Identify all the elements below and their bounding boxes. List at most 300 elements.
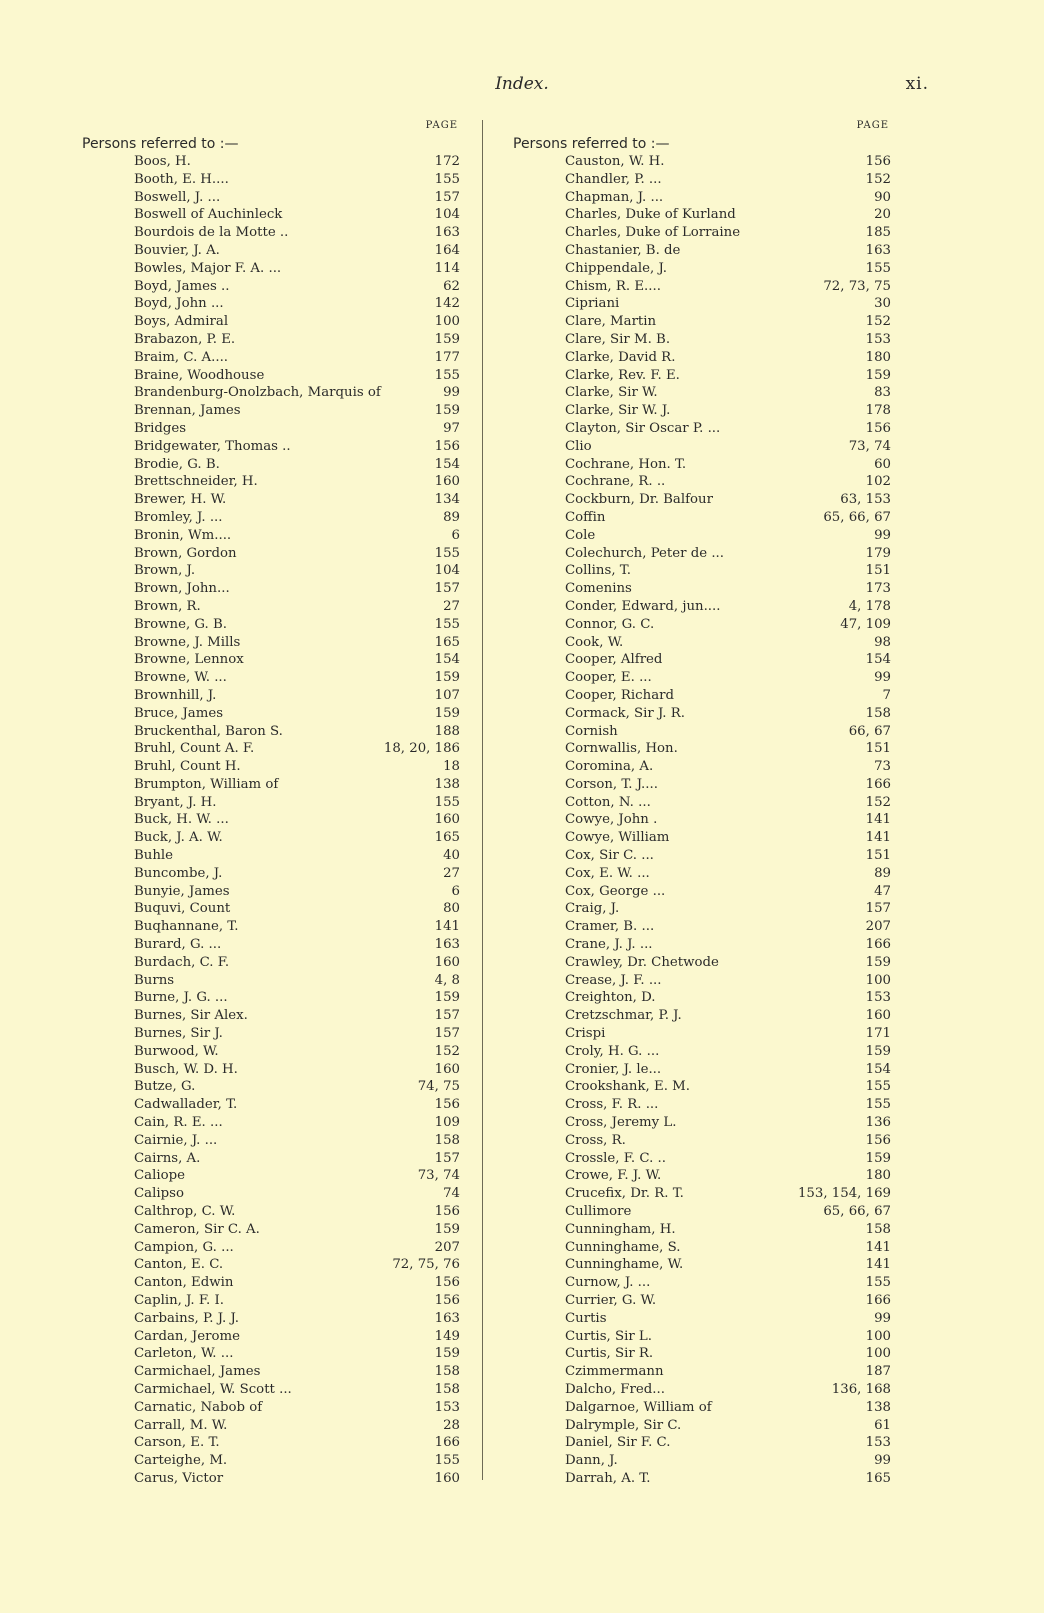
entry-name: Cooper, Alfred [565,652,663,668]
index-entry [513,1221,893,1239]
index-entry [513,1381,893,1399]
entry-name: Boyd, John ... [134,296,224,312]
entry-pages: 153, 154, 169 [797,1186,891,1202]
entry-name: Burne, J. G. ... [134,990,228,1006]
entry-pages: 100 [865,1346,891,1362]
entry-pages: 156 [434,438,460,454]
index-entry [82,367,462,385]
index-entry [82,598,462,616]
entry-name: Buck, J. A. W. [134,830,223,846]
entry-name: Burard, G. ... [134,937,222,953]
entry-name: Clare, Martin [565,314,657,330]
entry-name: Braim, C. A.... [134,349,229,365]
entry-name: Brumpton, William of [134,776,279,792]
entry-name: Dalcho, Fred... [565,1381,665,1397]
index-entry [82,1256,462,1274]
entry-pages: 160 [865,1008,891,1024]
entry-pages: 65, 66, 67 [823,1204,891,1220]
index-entry [82,1185,462,1203]
index-entry [82,687,462,705]
index-entry [513,883,893,901]
entry-pages: 160 [434,1061,460,1077]
entry-pages: 109 [434,1115,460,1131]
index-entry [82,1328,462,1346]
index-entry [513,936,893,954]
entry-name: Cadwallader, T. [134,1097,238,1113]
index-entry [513,189,893,207]
entry-name: Cox, E. W. ... [565,865,650,881]
index-entry [82,491,462,509]
index-entry [513,1061,893,1079]
entry-pages: 159 [434,705,460,721]
entry-name: Cowye, William [565,830,670,846]
entry-pages: 60 [874,456,891,472]
index-entry [82,260,462,278]
entry-pages: 160 [434,954,460,970]
entry-pages: 104 [434,563,460,579]
entry-name: Booth, E. H.... [134,171,229,187]
index-entry [513,1452,893,1470]
entry-name: Butze, G. [134,1079,196,1095]
entry-list [82,153,462,1488]
index-entry [82,634,462,652]
entry-name: Craig, J. [565,901,620,917]
index-entry [513,918,893,936]
index-entry [82,456,462,474]
entry-pages: 65, 66, 67 [823,509,891,525]
index-entry [513,473,893,491]
index-entry [82,1221,462,1239]
entry-name: Cunningham, H. [565,1221,676,1237]
index-entry [513,1399,893,1417]
entry-pages: 155 [434,171,460,187]
entry-name: Burns [134,972,175,988]
entry-pages: 7 [882,687,891,703]
index-entry [82,705,462,723]
entry-pages: 155 [865,1079,891,1095]
entry-pages: 114 [434,260,460,276]
entry-pages: 4, 8 [434,972,460,988]
index-entry [82,206,462,224]
entry-name: Cairns, A. [134,1150,201,1166]
entry-name: Cunninghame, S. [565,1239,681,1255]
entry-name: Campion, G. ... [134,1239,234,1255]
entry-name: Currier, G. W. [565,1293,657,1308]
entry-pages: 164 [434,242,460,258]
index-entry [513,1096,893,1114]
entry-name: Cronier, J. le... [565,1061,662,1077]
entry-name: Cameron, Sir C. A. [134,1221,260,1237]
index-entry [82,900,462,918]
entry-pages: 155 [434,616,460,632]
index-entry [82,1043,462,1061]
entry-pages: 104 [434,207,460,223]
page-column-label: PAGE [856,120,889,131]
index-entry [513,562,893,580]
entry-pages: 166 [434,1435,460,1451]
index-entry [513,776,893,794]
entry-name: Cormack, Sir J. R. [565,705,685,721]
entry-name: Cox, Sir C. ... [565,848,654,864]
entry-name: Cole [565,527,596,543]
entry-pages: 102 [865,474,891,490]
entry-pages: 160 [434,812,460,828]
index-entry [82,1345,462,1363]
entry-name: Cross, R. [565,1132,626,1148]
entry-pages: 180 [865,1168,891,1184]
index-entry [513,1025,893,1043]
entry-pages: 27 [443,865,460,881]
entry-pages: 159 [865,1150,891,1166]
index-entry [82,509,462,527]
entry-name: Corson, T. J.... [565,776,658,792]
index-entry [82,1417,462,1435]
index-entry [513,723,893,741]
entry-pages: 72, 75, 76 [392,1257,460,1273]
entry-name: Buqhannane, T. [134,919,239,935]
running-title: Index. [495,74,549,94]
entry-pages: 159 [434,1346,460,1362]
entry-name: Chism, R. E.... [565,278,661,294]
entry-name: Canton, Edwin [134,1275,234,1291]
index-entry [82,1007,462,1025]
entry-name: Bromley, J. ... [134,509,223,525]
entry-name: Carus, Victor [134,1470,224,1486]
entry-name: Dann, J. [565,1453,618,1469]
index-entry [82,616,462,634]
entry-name: Cretzschmar, P. J. [565,1008,682,1024]
entry-pages: 20 [874,207,891,223]
entry-name: Buquvi, Count [134,901,231,917]
index-entry [513,865,893,883]
entry-name: Bruce, James [134,705,224,721]
entry-pages: 159 [434,403,460,419]
entry-name: Boyd, James .. [134,278,230,294]
index-entry [513,1150,893,1168]
entry-name: Brodie, G. B. [134,456,220,472]
index-entry [82,278,462,296]
entry-name: Browne, G. B. [134,616,228,632]
index-entry [82,1150,462,1168]
index-entry [513,260,893,278]
entry-pages: 180 [865,349,891,365]
page-column-label: PAGE [425,120,458,131]
entry-pages: 61 [874,1417,891,1433]
entry-name: Carbains, P. J. J. [134,1310,239,1326]
page-header [0,70,1044,100]
index-entry [513,1434,893,1452]
index-entry [513,456,893,474]
index-entry [513,224,893,242]
entry-pages: 159 [865,954,891,970]
entry-pages: 165 [434,634,460,650]
index-entry [82,883,462,901]
index-entry [82,669,462,687]
entry-name: Coromina, A. [565,759,654,775]
entry-pages: 27 [443,598,460,614]
entry-name: Cooper, Richard [565,687,674,703]
index-entry [82,580,462,598]
entry-name: Coffin [565,509,606,525]
entry-pages: 151 [865,741,891,757]
index-entry [82,1114,462,1132]
index-entry [513,1043,893,1061]
index-entry [82,1061,462,1079]
entry-name: Boswell of Auchinleck [134,207,283,223]
index-entry [513,1470,893,1488]
entry-pages: 165 [434,830,460,846]
entry-pages: 89 [443,509,460,525]
index-entry [82,1452,462,1470]
index-entry [82,331,462,349]
index-entry [82,527,462,545]
entry-name: Brennan, James [134,403,241,419]
index-entry [513,1132,893,1150]
index-entry [513,402,893,420]
entry-name: Bridgewater, Thomas .. [134,438,291,454]
entry-name: Clare, Sir M. B. [565,331,671,347]
entry-name: Cornwallis, Hon. [565,741,678,757]
entry-name: Calipso [134,1186,184,1202]
index-entry [82,562,462,580]
entry-pages: 62 [443,278,460,294]
entry-pages: 134 [434,492,460,508]
entry-pages: 159 [865,1043,891,1059]
index-entry [513,989,893,1007]
entry-name: Buhle [134,848,174,864]
index-entry [82,1025,462,1043]
entry-pages: 18, 20, 186 [383,741,460,757]
entry-name: Carmichael, W. Scott ... [134,1381,292,1397]
entry-pages: 72, 73, 75 [823,278,891,294]
entry-name: Daniel, Sir F. C. [565,1435,671,1451]
entry-pages: 156 [434,1275,460,1291]
index-entry [513,1203,893,1221]
entry-list [513,153,893,1488]
index-entry [82,811,462,829]
index-entry [82,723,462,741]
index-entry [82,438,462,456]
entry-pages: 154 [434,652,460,668]
index-entry [513,829,893,847]
entry-pages: 40 [443,848,460,864]
index-entry [82,1399,462,1417]
index-entry [513,1417,893,1435]
entry-pages: 158 [434,1381,460,1397]
entry-pages: 4, 178 [848,598,891,614]
entry-pages: 165 [865,1470,891,1486]
entry-pages: 158 [434,1132,460,1148]
index-entry [513,705,893,723]
entry-pages: 99 [874,1453,891,1469]
index-entry [82,189,462,207]
entry-name: Cunninghame, W. [565,1257,684,1273]
entry-name: Burdach, C. F. [134,954,230,970]
entry-pages: 136, 168 [831,1381,891,1397]
entry-pages: 152 [865,794,891,810]
entry-name: Bronin, Wm.... [134,527,232,543]
entry-pages: 159 [434,1221,460,1237]
entry-name: Carteighe, M. [134,1453,228,1469]
index-entry [82,651,462,669]
entry-name: Crookshank, E. M. [565,1079,690,1095]
entry-pages: 157 [434,1026,460,1042]
entry-pages: 156 [865,1132,891,1148]
entry-pages: 159 [434,990,460,1006]
index-entry [513,509,893,527]
entry-name: Cochrane, Hon. T. [565,456,687,472]
index-entry [82,1203,462,1221]
entry-pages: 185 [865,225,891,241]
index-entry [513,794,893,812]
index-entry [82,1292,462,1310]
entry-pages: 63, 153 [840,492,891,508]
entry-name: Cross, Jeremy L. [565,1115,677,1131]
entry-name: Dalgarnoe, William of [565,1399,712,1415]
entry-name: Brownhill, J. [134,687,217,703]
index-entry [82,1132,462,1150]
entry-name: Burnes, Sir Alex. [134,1008,248,1024]
entry-name: Boys, Admiral [134,314,229,330]
entry-pages: 153 [865,1435,891,1451]
entry-pages: 155 [434,1453,460,1469]
entry-name: Curtis, Sir R. [565,1346,654,1362]
index-entry [513,1007,893,1025]
index-entry [513,740,893,758]
entry-name: Bruhl, Count H. [134,759,241,775]
entry-name: Bunyie, James [134,883,230,899]
entry-name: Comenins [565,581,632,597]
entry-name: Clarke, David R. [565,349,676,365]
entry-name: Croly, H. G. ... [565,1043,660,1059]
index-entry [513,527,893,545]
index-entry [513,491,893,509]
index-entry [82,1078,462,1096]
index-entry [82,1167,462,1185]
entry-pages: 166 [865,937,891,953]
entry-name: Cotton, N. ... [565,794,651,810]
index-entry [82,1381,462,1399]
index-entry [513,295,893,313]
entry-pages: 100 [434,314,460,330]
entry-pages: 173 [865,581,891,597]
entry-name: Calthrop, C. W. [134,1204,236,1220]
entry-name: Causton, W. H. [565,154,665,169]
entry-name: Browne, W. ... [134,670,227,686]
index-entry [82,989,462,1007]
index-entry [82,829,462,847]
index-entry [513,545,893,563]
index-entry [82,1239,462,1257]
entry-name: Dalrymple, Sir C. [565,1417,682,1433]
entry-name: Burnes, Sir J. [134,1026,223,1042]
entry-name: Crossle, F. C. .. [565,1150,666,1166]
entry-name: Collins, T. [565,563,631,579]
entry-pages: 172 [434,154,460,169]
index-entry [513,954,893,972]
entry-name: Crispi [565,1026,606,1042]
entry-pages: 207 [865,919,891,935]
entry-pages: 166 [865,776,891,792]
entry-pages: 171 [865,1026,891,1042]
entry-pages: 74 [443,1186,460,1202]
entry-pages: 207 [434,1239,460,1255]
entry-pages: 159 [865,367,891,383]
entry-name: Cain, R. E. ... [134,1115,223,1131]
entry-pages: 160 [434,1470,460,1486]
entry-name: Charles, Duke of Kurland [565,207,736,223]
index-entry [513,687,893,705]
entry-name: Browne, J. Mills [134,634,241,650]
index-entry [82,402,462,420]
entry-pages: 97 [443,420,460,436]
entry-name: Cullimore [565,1204,632,1220]
index-entry [513,367,893,385]
index-entry [513,331,893,349]
entry-name: Brown, John... [134,581,230,597]
entry-name: Clarke, Rev. F. E. [565,367,680,383]
index-entry [513,1328,893,1346]
entry-pages: 30 [874,296,891,312]
index-entry [513,598,893,616]
entry-pages: 152 [434,1043,460,1059]
entry-name: Curtis [565,1310,607,1326]
entry-pages: 74, 75 [417,1079,460,1095]
entry-pages: 187 [865,1364,891,1380]
index-entry [82,1274,462,1292]
index-entry [82,153,462,171]
entry-pages: 159 [434,331,460,347]
entry-pages: 89 [874,865,891,881]
entry-pages: 159 [434,670,460,686]
entry-pages: 154 [865,652,891,668]
index-entry [513,438,893,456]
index-entry [513,651,893,669]
index-entry [82,936,462,954]
index-entry [513,900,893,918]
entry-pages: 155 [434,367,460,383]
column-divider [482,120,483,1480]
index-entry [513,634,893,652]
entry-pages: 80 [443,901,460,917]
index-entry [513,972,893,990]
index-entry [513,1239,893,1257]
entry-pages: 163 [434,1310,460,1326]
section-heading: Persons referred to :— [513,136,670,152]
entry-pages: 157 [434,581,460,597]
entry-name: Czimmermann [565,1364,664,1380]
index-entry [82,1434,462,1452]
entry-name: Colechurch, Peter de ... [565,545,724,561]
index-entry [513,811,893,829]
entry-pages: 157 [434,1008,460,1024]
entry-name: Conder, Edward, jun.... [565,598,721,614]
left-column [82,117,462,1488]
entry-pages: 154 [434,456,460,472]
index-entry [82,758,462,776]
entry-pages: 141 [865,812,891,828]
index-entry [513,384,893,402]
entry-name: Bruckenthal, Baron S. [134,723,283,739]
entry-pages: 99 [874,527,891,543]
entry-pages: 100 [865,1328,891,1344]
entry-pages: 178 [865,403,891,419]
entry-pages: 90 [874,189,891,205]
entry-pages: 141 [865,830,891,846]
index-entry [513,1114,893,1132]
entry-name: Chippendale, J. [565,260,667,276]
entry-name: Clarke, Sir W. J. [565,403,671,419]
